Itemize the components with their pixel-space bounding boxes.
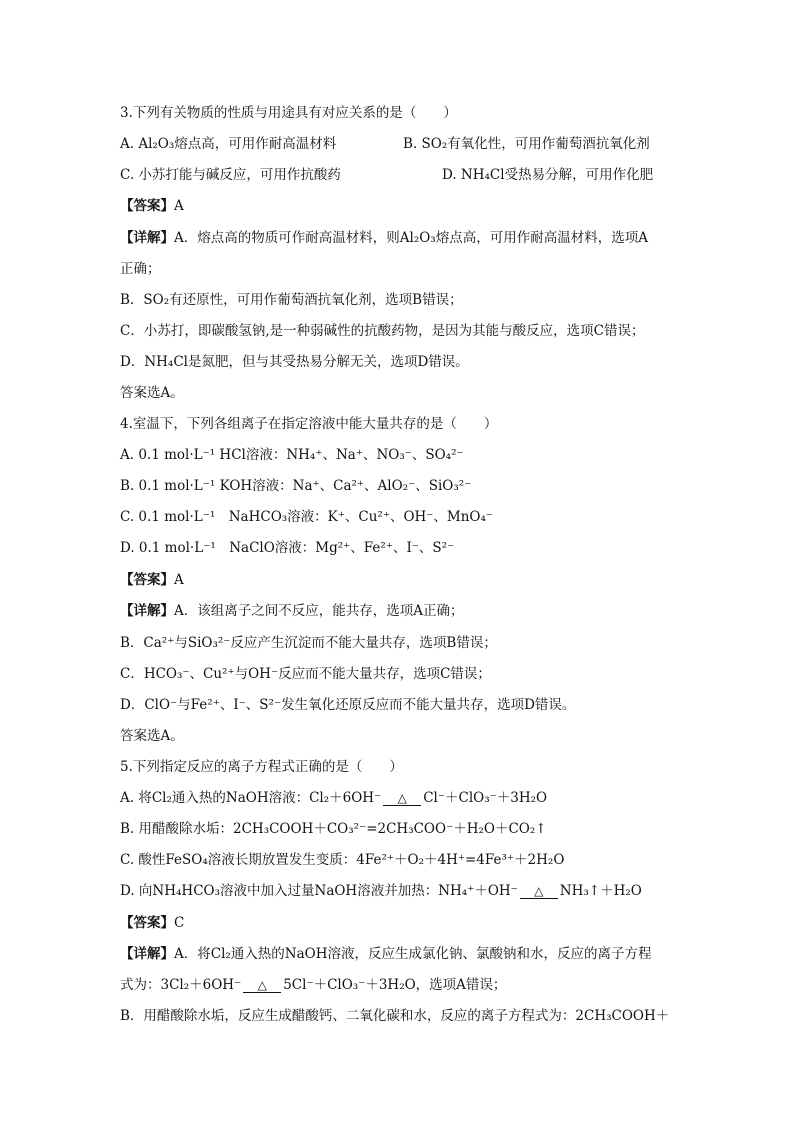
q4-detail-b: B．Ca²⁺与SiO₃²⁻反应产生沉淀而不能大量共存，选项B错误； [120,635,497,651]
q3-option-c: C. 小苏打能与碱反应，可用作抗酸药 [120,167,341,183]
q5-stem: 5.下列指定反应的离子方程式正确的是（ ） [120,759,403,775]
detail-label: 【详解】 [120,946,174,962]
q3-option-d: D. NH₄Cl受热易分解，可用作化肥 [442,167,654,183]
q4-option-a: A. 0.1 mol·L⁻¹ HCl溶液：NH₄⁺、Na⁺、NO₃⁻、SO₄²⁻ [120,447,464,463]
q3-option-b: B. SO₂有氧化性，可用作葡萄酒抗氧化剂 [403,136,650,152]
heat-symbol: △ [257,978,267,992]
heat-condition-icon [241,975,283,995]
q3-detail-c: C．小苏打，即碳酸氢钠,是一种弱碱性的抗酸药物，是因为其能与酸反应，选项C错误； [120,323,645,339]
equation-right: 5Cl⁻＋ClO₃⁻＋3H₂O，选项A错误； [283,977,507,993]
answer-value: A [174,572,184,588]
equation-right: Cl⁻＋ClO₃⁻＋3H₂O [423,790,548,806]
q4-stem: 4.室温下，下列各组离子在指定溶液中能大量共存的是（ ） [120,416,498,432]
q5-option-d [120,881,642,901]
equation-left: A. 将Cl₂通入热的NaOH溶液：Cl₂＋6OH⁻ [120,790,382,806]
q3-answer [120,196,184,216]
q5-detail-b: B．用醋酸除水垢，反应生成醋酸钙、二氧化碳和水，反应的离子方程式为：2CH₃COOH＋ [120,1008,670,1024]
q5-detail-a [120,944,652,964]
detail-text: A．将Cl₂通入热的NaOH溶液，反应生成氯化钠、氯酸钠和水，反应的离子方程 [174,946,652,962]
heat-condition-icon [518,881,560,901]
q3-final: 答案选A。 [120,385,184,401]
detail-label: 【详解】 [120,230,174,246]
equation-left: 式为：3Cl₂＋6OH⁻ [120,977,242,993]
q4-option-d: D. 0.1 mol·L⁻¹ NaClO溶液：Mg²⁺、Fe²⁺、I⁻、S²⁻ [120,540,455,556]
q5-option-a [120,788,547,808]
q5-detail-a-cont [120,975,506,995]
q4-final: 答案选A。 [120,728,184,744]
detail-label: 【详解】 [120,603,174,619]
q3-detail-b: B．SO₂有还原性，可用作葡萄酒抗氧化剂，选项B错误； [120,292,463,308]
q4-detail-c: C．HCO₃⁻、Cu²⁺与OH⁻反应而不能大量共存，选项C错误； [120,666,491,682]
q3-detail-d: D．NH₄Cl是氮肥，但与其受热易分解无关，选项D错误。 [120,354,469,370]
q5-answer [120,913,184,933]
heat-condition-icon [381,788,423,808]
q5-option-b: B. 用醋酸除水垢：2CH₃COOH＋CO₃²⁻=2CH₃COO⁻＋H₂O＋CO₂↑ [120,821,547,837]
heat-symbol: △ [397,791,407,805]
q3-detail-a-cont: 正确； [120,261,161,277]
answer-value: C [174,915,185,931]
answer-label: 【答案】 [120,198,174,214]
detail-text: A．熔点高的物质可作耐高温材料，则Al₂O₃熔点高，可用作耐高温材料，选项A [174,230,648,246]
answer-label: 【答案】 [120,915,174,931]
q4-detail-a [120,601,464,621]
q4-option-b: B. 0.1 mol·L⁻¹ KOH溶液：Na⁺、Ca²⁺、AlO₂⁻、SiO₃²⁻ [120,478,472,494]
q4-option-c: C. 0.1 mol·L⁻¹ NaHCO₃溶液：K⁺、Cu²⁺、OH⁻、MnO₄⁻ [120,509,494,525]
heat-symbol: △ [534,884,544,898]
answer-label: 【答案】 [120,572,174,588]
q4-detail-d: D．ClO⁻与Fe²⁺、I⁻、S²⁻发生氧化还原反应而不能大量共存，选项D错误。 [120,697,576,713]
q3-option-a: A. Al₂O₃熔点高，可用作耐高温材料 [120,136,337,152]
q3-stem: 3.下列有关物质的性质与用途具有对应关系的是（ ） [120,105,457,121]
q3-detail-a [120,228,648,248]
equation-right: NH₃↑＋H₂O [559,883,642,899]
q5-option-c: C. 酸性FeSO₄溶液长期放置发生变质：4Fe²⁺＋O₂＋4H⁺=4Fe³⁺＋2H₂O [120,852,565,868]
answer-value: A [174,198,184,214]
equation-left: D. 向NH₄HCO₃溶液中加入过量NaOH溶液并加热：NH₄⁺＋OH⁻ [120,883,518,899]
detail-text: A．该组离子之间不反应，能共存，选项A正确； [174,603,464,619]
q4-answer [120,570,184,590]
